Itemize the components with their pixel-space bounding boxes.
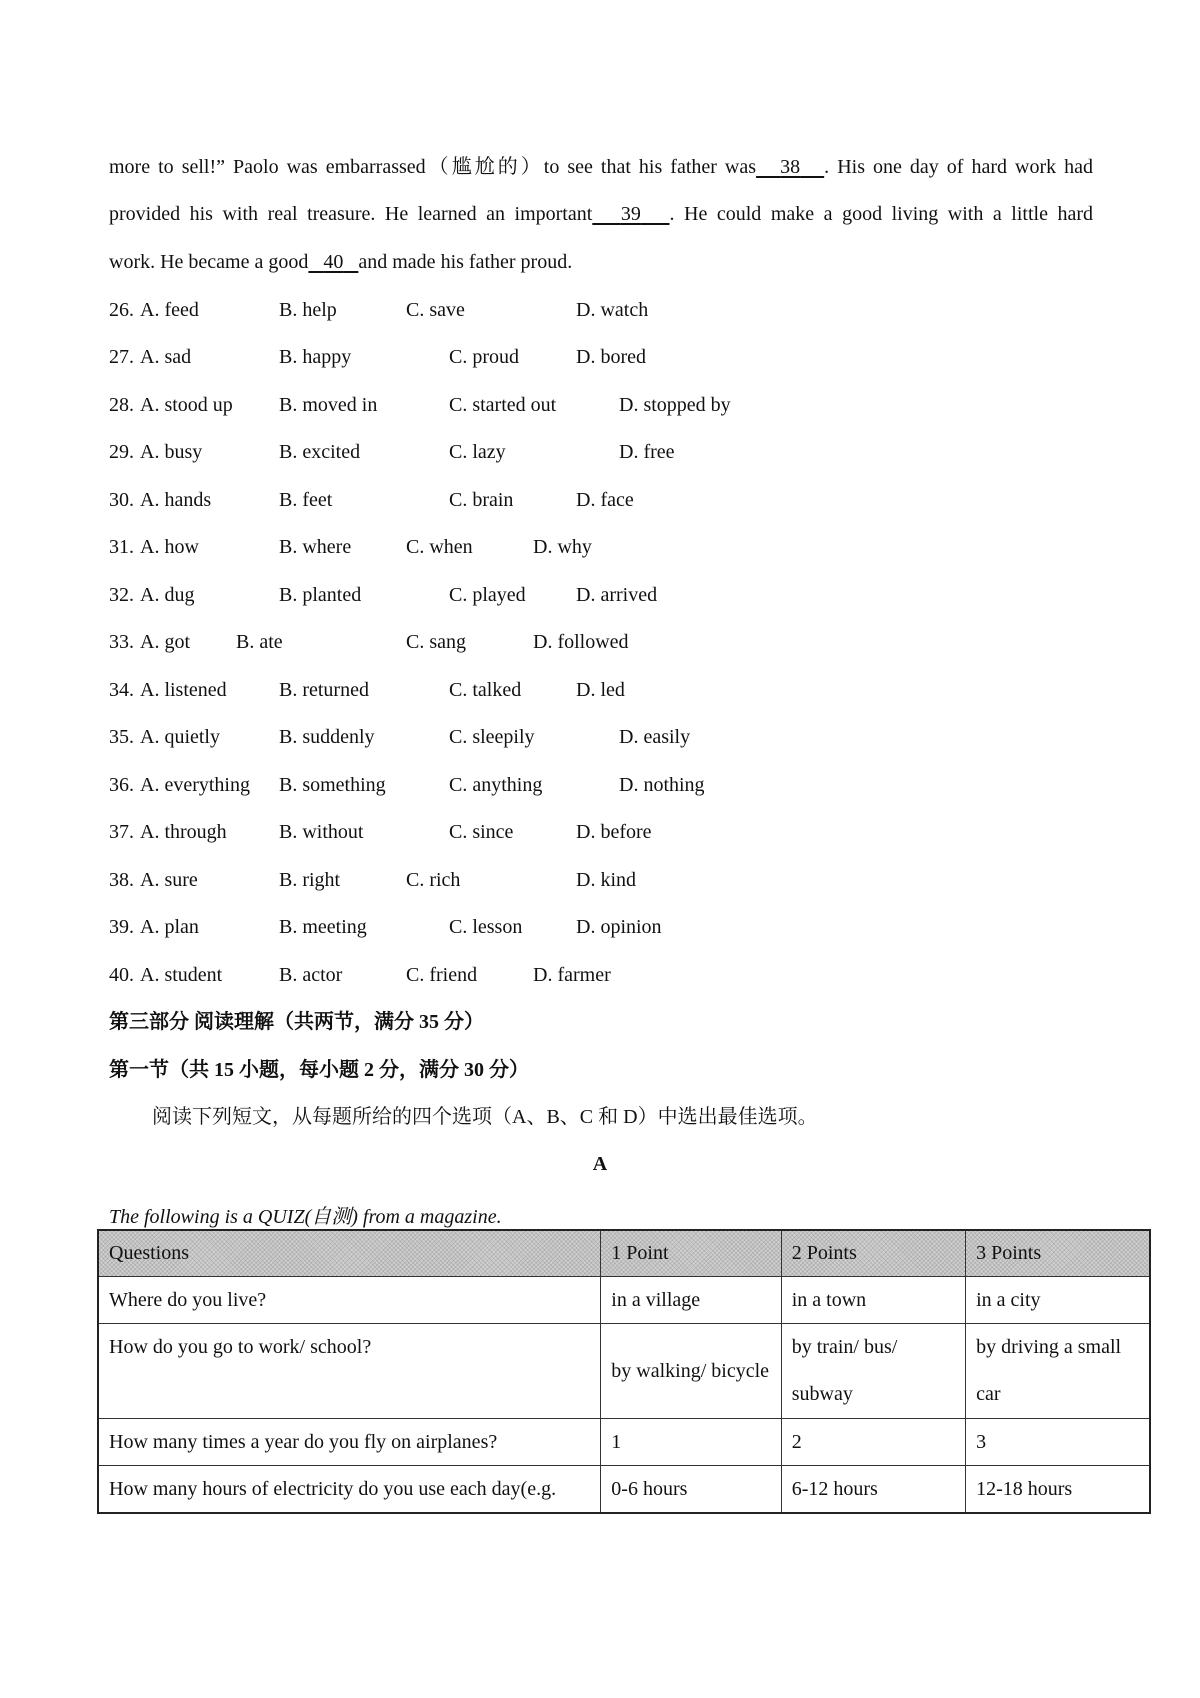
- passage-text: . He could make a good living with a little hard: [669, 203, 1094, 225]
- passage-line-3: [109, 250, 1093, 274]
- option-c: C. rich: [406, 869, 461, 891]
- point-1-cell: by walking/ bicycle: [601, 1324, 781, 1419]
- option-b: B. where: [279, 536, 352, 558]
- point-3-cell: by driving a small car: [966, 1324, 1150, 1419]
- option-d: D. easily: [619, 726, 691, 748]
- header-questions: Questions: [98, 1230, 601, 1277]
- option-a: A. feed: [140, 299, 199, 321]
- option-a: A. through: [140, 821, 227, 843]
- question-cell: Where do you live?: [98, 1277, 601, 1324]
- option-c: C. proud: [449, 346, 519, 368]
- passage-text: . His one day of hard work had: [824, 156, 1094, 178]
- header-1-point: 1 Point: [601, 1230, 781, 1277]
- blank-40: 40: [323, 251, 344, 273]
- option-b: B. actor: [279, 964, 343, 986]
- option-b: B. ate: [236, 631, 283, 653]
- point-1-cell: in a village: [601, 1277, 781, 1324]
- option-b: B. without: [279, 821, 364, 843]
- option-c: C. sang: [406, 631, 466, 653]
- option-a: A. dug: [140, 584, 195, 606]
- point-3-cell: in a city: [966, 1277, 1150, 1324]
- blank-39: 39: [620, 203, 641, 225]
- option-b: B. feet: [279, 489, 333, 511]
- point-1-cell: 1: [601, 1419, 781, 1466]
- option-c: C. lazy: [449, 441, 506, 463]
- option-d: D. free: [619, 441, 675, 463]
- option-a: A. hands: [140, 489, 212, 511]
- header-3-points: 3 Points: [966, 1230, 1150, 1277]
- point-2-cell: in a town: [781, 1277, 965, 1324]
- passage-line-1: [109, 155, 1093, 179]
- point-2-cell: 6-12 hours: [781, 1466, 965, 1514]
- table-row: [98, 1277, 1150, 1324]
- option-a: A. student: [140, 964, 223, 986]
- option-d: D. arrived: [576, 584, 658, 606]
- question-cell: How many hours of electricity do you use each day(e.g.: [98, 1466, 601, 1514]
- option-a: A. plan: [140, 916, 199, 938]
- option-c: C. save: [406, 299, 465, 321]
- option-c: C. played: [449, 584, 526, 606]
- question-number: 40.: [109, 964, 134, 986]
- option-b: B. help: [279, 299, 337, 321]
- question-number: 30.: [109, 489, 134, 511]
- point-3-cell: 12-18 hours: [966, 1466, 1150, 1514]
- option-c: C. since: [449, 821, 514, 843]
- question-number: 29.: [109, 441, 134, 463]
- quiz-table: [97, 1229, 1151, 1514]
- option-d: D. opinion: [576, 916, 662, 938]
- option-c: C. lesson: [449, 916, 523, 938]
- option-c: C. anything: [449, 774, 543, 796]
- point-3-cell: 3: [966, 1419, 1150, 1466]
- header-2-points: 2 Points: [781, 1230, 965, 1277]
- question-number: 39.: [109, 916, 134, 938]
- option-b: B. moved in: [279, 394, 378, 416]
- blank-38: 38: [780, 156, 801, 178]
- option-a: A. how: [140, 536, 199, 558]
- question-cell: How many times a year do you fly on airplanes?: [98, 1419, 601, 1466]
- option-a: A. got: [140, 631, 190, 653]
- option-b: B. right: [279, 869, 341, 891]
- passage-text: provided his with real treasure. He learned an important: [109, 203, 593, 225]
- option-a: A. quietly: [140, 726, 220, 748]
- option-c: C. sleepily: [449, 726, 535, 748]
- option-d: D. before: [576, 821, 652, 843]
- question-number: 27.: [109, 346, 134, 368]
- question-number: 38.: [109, 869, 134, 891]
- option-a: A. listened: [140, 679, 227, 701]
- question-number: 37.: [109, 821, 134, 843]
- option-d: D. farmer: [533, 964, 611, 986]
- section-title: 第三部分 阅读理解（共两节，满分 35 分）: [109, 1011, 484, 1033]
- option-a: A. busy: [140, 441, 203, 463]
- point-1-cell: 0-6 hours: [601, 1466, 781, 1514]
- question-number: 31.: [109, 536, 134, 558]
- question-number: 26.: [109, 299, 134, 321]
- question-number: 28.: [109, 394, 134, 416]
- option-d: D. stopped by: [619, 394, 731, 416]
- option-d: D. kind: [576, 869, 636, 891]
- question-number: 35.: [109, 726, 134, 748]
- table-row: [98, 1466, 1150, 1514]
- question-cell: How do you go to work/ school?: [98, 1324, 601, 1419]
- option-d: D. watch: [576, 299, 649, 321]
- option-a: A. sad: [140, 346, 192, 368]
- question-number: 33.: [109, 631, 134, 653]
- option-d: D. led: [576, 679, 625, 701]
- option-b: B. excited: [279, 441, 361, 463]
- question-number: 34.: [109, 679, 134, 701]
- option-c: C. when: [406, 536, 473, 558]
- option-b: B. planted: [279, 584, 362, 606]
- quiz-caption: The following is a QUIZ(自测) from a magazine.: [109, 1206, 502, 1228]
- table-row: [98, 1419, 1150, 1466]
- option-c: C. talked: [449, 679, 522, 701]
- option-d: D. why: [533, 536, 592, 558]
- option-a: A. stood up: [140, 394, 233, 416]
- passage-text: more to sell!” Paolo was embarrassed（尴尬的）to see that his father was: [109, 156, 757, 178]
- question-number: 32.: [109, 584, 134, 606]
- table-header-row: [98, 1230, 1150, 1277]
- passage-text: and made his father proud.: [358, 251, 573, 273]
- option-a: A. everything: [140, 774, 250, 796]
- option-d: D. bored: [576, 346, 646, 368]
- option-b: B. suddenly: [279, 726, 375, 748]
- section-instruction: 阅读下列短文，从每题所给的四个选项（A、B、C 和 D）中选出最佳选项。: [152, 1106, 818, 1128]
- option-d: D. followed: [533, 631, 629, 653]
- point-2-cell: 2: [781, 1419, 965, 1466]
- passage-label: A: [592, 1153, 608, 1175]
- option-b: B. happy: [279, 346, 352, 368]
- table-row: [98, 1324, 1150, 1419]
- section-subtitle: 第一节（共 15 小题，每小题 2 分，满分 30 分）: [109, 1059, 529, 1081]
- question-number: 36.: [109, 774, 134, 796]
- option-c: C. started out: [449, 394, 557, 416]
- option-c: C. friend: [406, 964, 478, 986]
- option-b: B. returned: [279, 679, 369, 701]
- passage-text: work. He became a good: [109, 251, 309, 273]
- option-d: D. face: [576, 489, 634, 511]
- option-c: C. brain: [449, 489, 514, 511]
- option-b: B. meeting: [279, 916, 367, 938]
- option-b: B. something: [279, 774, 386, 796]
- passage-line-2: [109, 202, 1093, 226]
- point-2-cell: by train/ bus/ subway: [781, 1324, 965, 1419]
- option-a: A. sure: [140, 869, 198, 891]
- option-d: D. nothing: [619, 774, 705, 796]
